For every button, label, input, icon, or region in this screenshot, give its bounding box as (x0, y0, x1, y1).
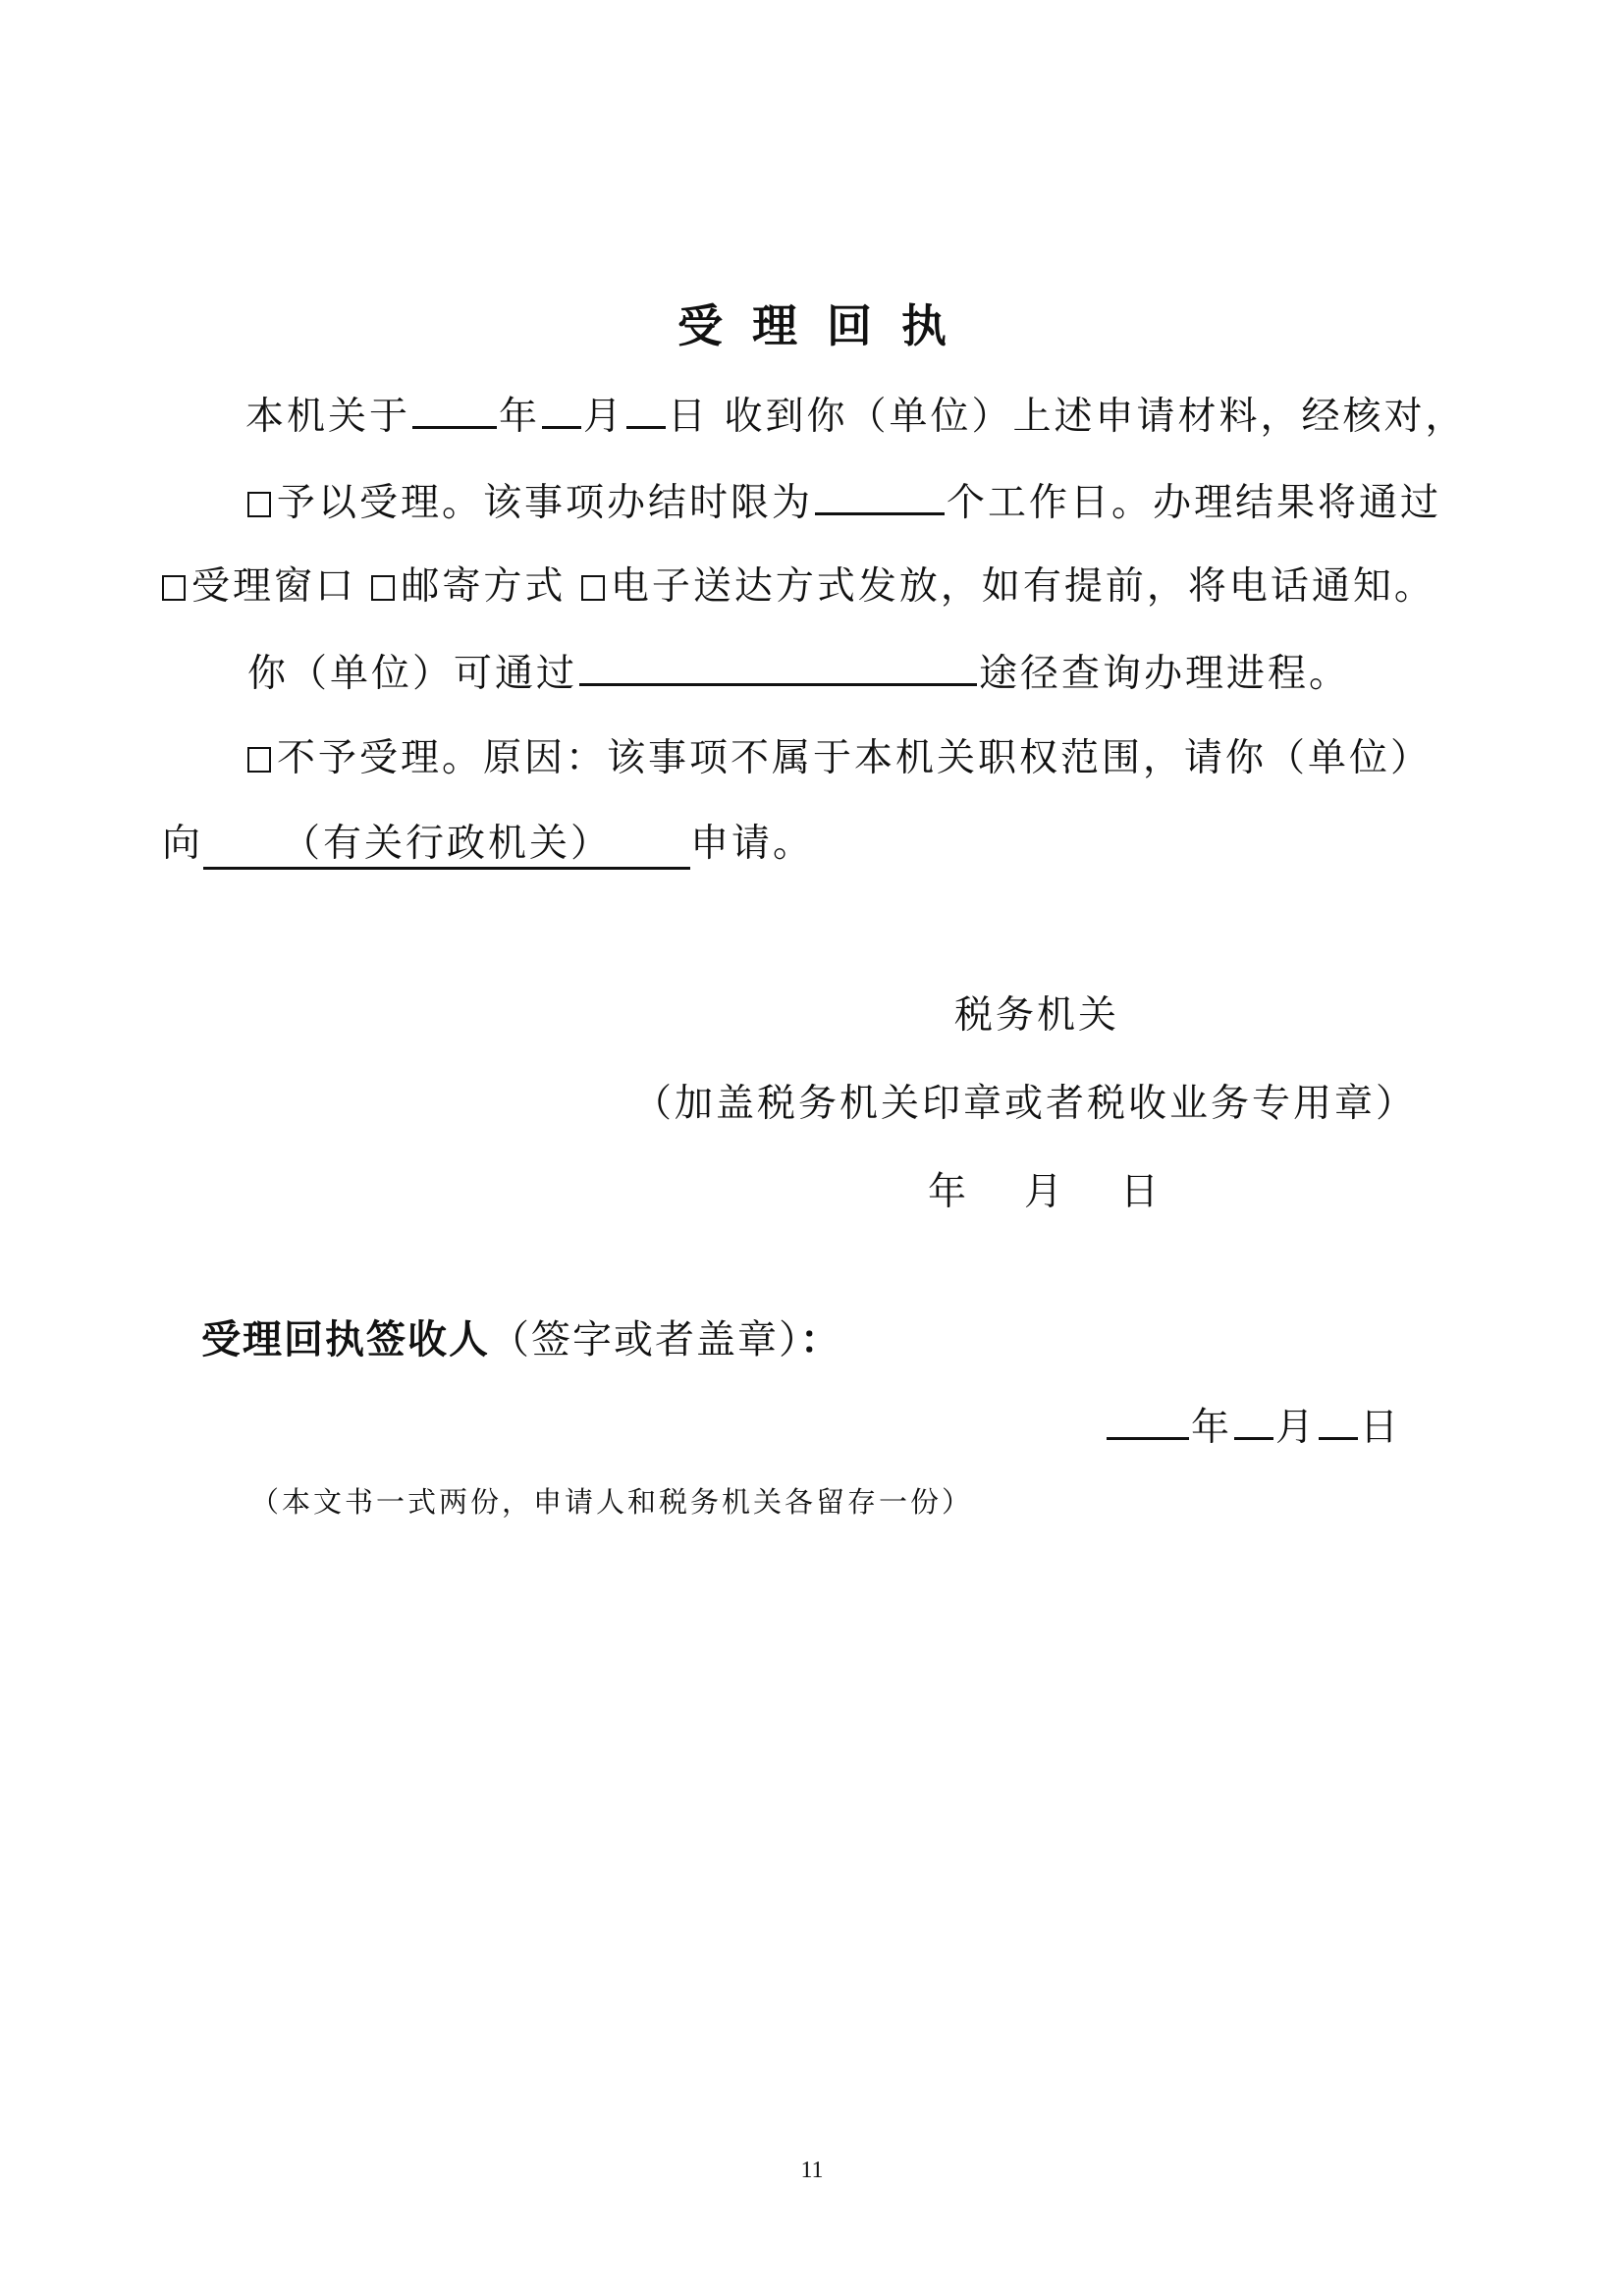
signature-year-blank[interactable] (1107, 1402, 1189, 1440)
month-label: 月 (583, 395, 625, 439)
signature-label-bold: 受理回执签收人 (201, 1316, 490, 1362)
redirect-prefix: 向 (162, 822, 204, 866)
authority-name: 税务机关 (954, 993, 1120, 1038)
signature-colon: ： (800, 1316, 841, 1362)
accept-label: 予以受理。该事项办结时限为 (277, 481, 814, 525)
authority-seal-note: （加盖税务机关印章或者税收业务专用章） (633, 1082, 1418, 1126)
option-mail-label: 邮寄方式 (401, 564, 567, 609)
day-label: 日 (668, 395, 710, 439)
paragraph-suffix: 收到你（单位）上述申请材料，经核对， (724, 395, 1467, 439)
page-number: 11 (800, 2158, 824, 2183)
day-blank[interactable] (626, 391, 666, 429)
agency-field[interactable]: （有关行政机关） (203, 822, 690, 870)
month-blank[interactable] (542, 391, 581, 429)
signature-label (201, 1313, 841, 1366)
accept-paragraph (247, 477, 1441, 528)
signature-month-label: 月 (1275, 1406, 1318, 1450)
signature-month-blank[interactable] (1234, 1402, 1273, 1440)
option-window-label: 受理窗口 (191, 564, 357, 609)
authority-date: 年 月 日 (928, 1170, 1169, 1214)
year-blank[interactable] (412, 391, 497, 429)
paragraph-prefix: 本机关于 (245, 395, 411, 439)
option-electronic-label: 电子送达方式发放，如有提前，将电话通知。 (610, 564, 1435, 609)
reject-label: 不予受理。原因：该事项不属于本机关职权范围，请你（单位） (277, 736, 1433, 780)
query-channel-blank[interactable] (579, 648, 977, 686)
query-suffix: 途径查询办理进程。 (979, 652, 1351, 696)
year-label: 年 (499, 395, 541, 439)
redirect-paragraph (162, 820, 814, 870)
signature-day-blank[interactable] (1319, 1402, 1358, 1440)
reject-paragraph (247, 734, 1432, 783)
electronic-checkbox[interactable] (581, 575, 605, 601)
working-days-suffix: 个工作日。办理结果将通过 (947, 481, 1442, 525)
signature-date (1105, 1402, 1401, 1453)
query-prefix: 你（单位）可通过 (247, 652, 578, 696)
signature-label-note: （签字或者盖章） (490, 1317, 800, 1362)
delivery-method-paragraph (162, 562, 1435, 612)
redirect-suffix: 申请。 (690, 822, 815, 866)
query-channel-paragraph (247, 648, 1350, 699)
signature-day-label: 日 (1360, 1406, 1402, 1450)
document-title: 受理回执 (677, 299, 976, 352)
receipt-date-paragraph (245, 391, 1466, 442)
window-checkbox[interactable] (162, 575, 186, 601)
signature-year-label: 年 (1191, 1406, 1233, 1450)
mail-checkbox[interactable] (371, 575, 395, 601)
reject-checkbox[interactable] (247, 747, 271, 773)
accept-checkbox[interactable] (247, 492, 271, 517)
working-days-blank[interactable] (815, 477, 945, 515)
footnote: （本文书一式两份，申请人和税务机关各留存一份） (250, 1485, 974, 1519)
